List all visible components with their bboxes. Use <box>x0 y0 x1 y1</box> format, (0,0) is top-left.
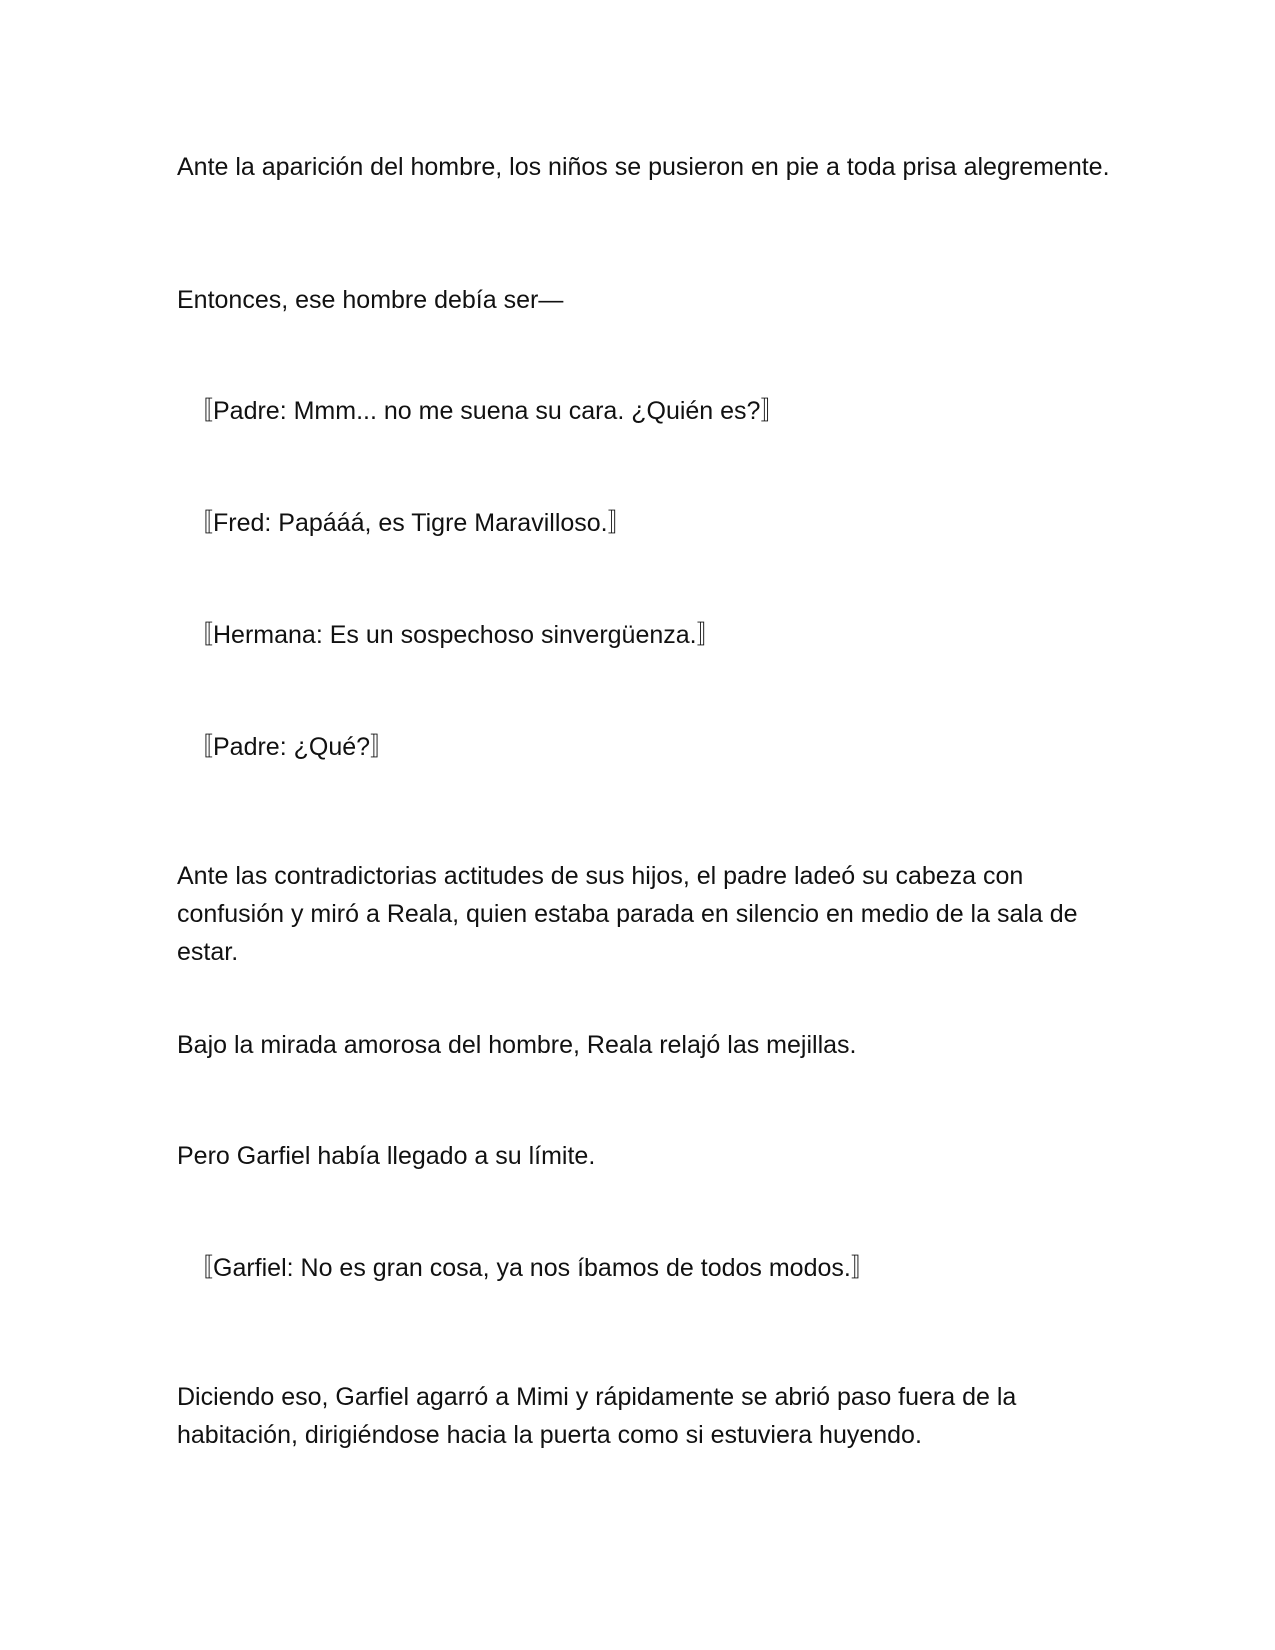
paragraph-dialogue: 〚Hermana: Es un sospechoso sinvergüenza.〛 <box>188 621 722 649</box>
paragraph-dialogue: 〚Garfiel: No es gran cosa, ya nos íbamos de todos modos.〛 <box>188 1254 876 1282</box>
paragraph-narration: Pero Garfiel había llegado a su límite. <box>177 1142 596 1170</box>
paragraph-narration: Bajo la mirada amorosa del hombre, Reala relajó las mejillas. <box>177 1031 857 1059</box>
paragraph-narration: Ante la aparición del hombre, los niños se pusieron en pie a toda prisa alegremente. <box>177 153 1110 181</box>
paragraph-dialogue: 〚Fred: Papááá, es Tigre Maravilloso.〛 <box>188 509 633 537</box>
paragraph-dialogue: 〚Padre: ¿Qué?〛 <box>188 733 396 761</box>
paragraph-narration: Ante las contradictorias actitudes de sus hijos, el padre ladeó su cabeza con confusión y miró a Reala, quien estaba parada en silencio en medio de la sala de estar. <box>177 862 1078 966</box>
paragraph-narration: Entonces, ese hombre debía ser— <box>177 286 564 314</box>
paragraph-narration: Diciendo eso, Garfiel agarró a Mimi y rápidamente se abrió paso fuera de la habitación, dirigiéndose hacia la puerta como si estuviera huyendo. <box>177 1383 1017 1449</box>
paragraph-dialogue: 〚Padre: Mmm... no me suena su cara. ¿Quién es?〛 <box>188 397 786 425</box>
